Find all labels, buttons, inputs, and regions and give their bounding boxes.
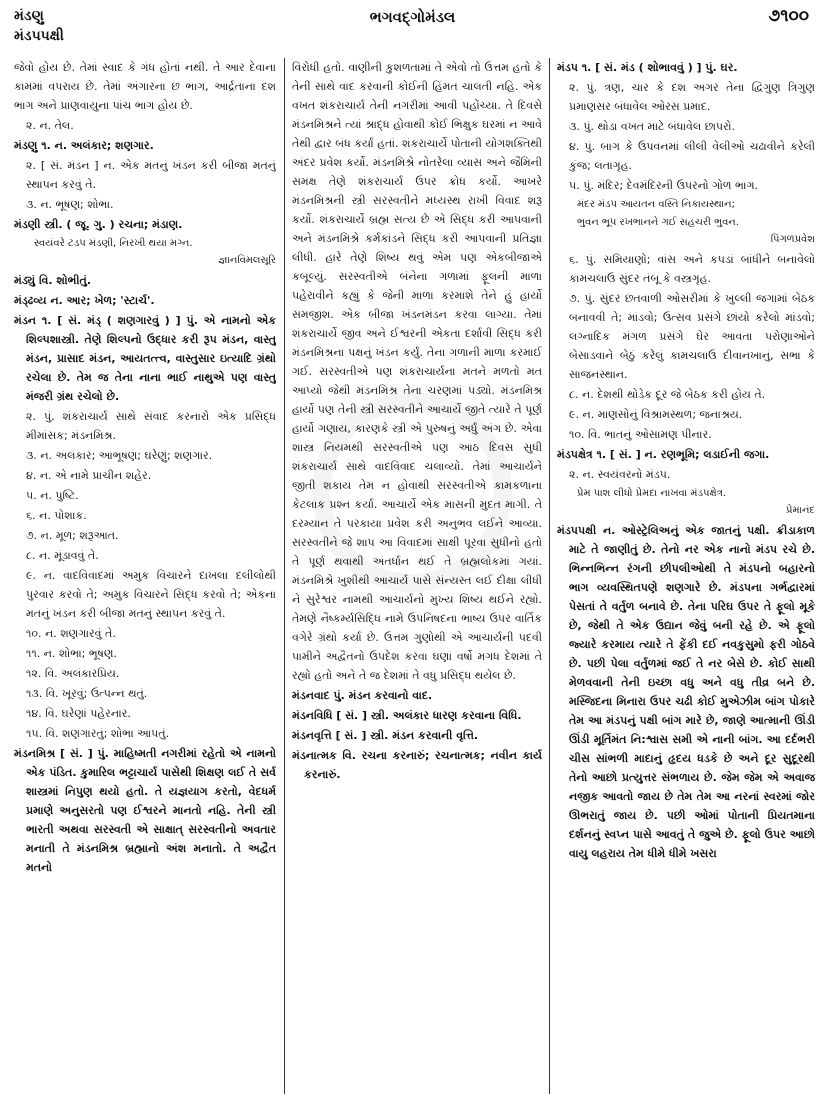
headword-entry: મંડપપક્ષી ન. ઓસ્ટ્રેલિઅનું એક જાતનું પક્ષી. ક્રીડાકાળ માટે તે જાણીતું છે. તેનો નર એક નાનો મંડપ રચે છે. ભિન્નભિન્ન રંગની છીપલીઓથી તે મંડપનો બહારનો ભાગ વ્યવસ્થિતપણે શણગારે છે. મંડપના ગર્ભદ્વારમાં પેસતાં તે વર્તુળ બનાવે છે. તેના પરિઘ ઉપર તે ફૂલો મૂકે છે, જેથી તે એક ઉદ્યાન જેવું બની રહે છે. એ ફૂલો જ્યારે કરમાય ત્યારે તે ફેંકી દઈ નવકુસુમો ફરી ગોઠવે છે. પછી પેલા વર્તુળમાં જઈ તે નર બેસે છે. કોઈ સાથી મેળવવાની તેની ઇચ્છા વધુ અને વધુ તીવ્ર બને છે. મસ્જિદના મિનારા ઉપર ચઢી કોઈ મુએઝીમ બાંગ પોકારે તેમ આ મંડપનું પક્ષી બાંગ મારે છે, જાણે આત્માની ઊંડી ઊંડી મૂર્તિમંત નિ:શ્વાસ સમી એ નાની બાંગ. આ દર્દભરી ચીસ સાંભળી માદાનું હૃદય ધડકે છે અને દૂર સુદૂરથી તેનો આછો પ્રત્યુત્તર સંભળાય છે. જેમ જેમ એ અવાજ નજીક આવતો જાય છે તેમ તેમ આ નરનાં સ્વરમાં જોર ઊભરાતું જાય છે. પછી ઓમાં પોતાની પ્રિયતમાના દર્શનનું સ્વપ્ન પાસે આવતું તે જુએ છે. ફૂલો ઉપર આછો વાયુ લહરાય તેમ ધીમે ધીમે ખસરા: [557, 524, 815, 860]
entry: ૧૪. વિ. ઘરેણાં પહેરનાર.: [26, 707, 131, 720]
entry: ૨. પું. ત્રણ, ચાર કે દશ અગર તેના દ્વિગુણ ત્રિગુણ પ્રમાણસર બંધાવેલ ઓરસ પ્રમાદ.: [569, 81, 815, 113]
column-1: [14, 58, 276, 1096]
entry: ૧૧. ન. શોભા; ભૂષણ.: [26, 647, 117, 660]
entry: ૯. ન. માણસોનું વિશ્રામસ્થળ; જનાશ્રય.: [569, 408, 743, 421]
headword-entry: મંડનવિધિ [ સં. ] સ્ત્રી. અલંકાર ધારણ કરવાના વિધિ.: [292, 709, 522, 722]
entry: ૫. ન. પુષ્ટિ.: [26, 489, 79, 502]
entry: ૩. ન. ભૂષણ; શોભા.: [26, 198, 114, 211]
quotation-source: પિંગળપ્રવેશ: [770, 234, 815, 245]
entry: ૧૦. ન. શણગારવું તે.: [26, 627, 116, 640]
headword-entry: મંડણી સ્ત્રી. ( જૂ. ગુ. ) રચના; મંડાણ.: [14, 218, 183, 231]
headword-entry: મંડપ ૧. [ સં. મંડ ( શોભાવવું ) ] પું. ઘર.: [557, 61, 738, 74]
entry: ૩. ન. અલંકાર; આભૂષણ; ઘરેણું; શણગાર.: [26, 449, 213, 462]
quotation-source: પ્રેમાનંદ: [785, 505, 815, 516]
entry: ૧૩. વિ. ખૂરવું; ઉત્પન્ન થતું.: [26, 687, 148, 700]
headword-entry: મંડનમિશ્ર [ સં. ] પું. માહિષ્મતી નગરીમાં રહેતો એ નામનો એક પંડિત. કુમારિલ ભટ્ટાચાર્ય પાસેથી શિક્ષણ લઈ તે સર્વ શાસ્ત્રમાં નિપુણ થયો હતો. તે યજ્ઞયાગ કરતો, વેદધર્મ પ્રમાણે અનુસરતો પણ ઈશ્વરને માનતો નહિ. તેની સ્ત્રી ભારતી અથવા સરસ્વતી એ સાક્ષાત્ સરસ્વતીનો અવતાર મનાતી તે મંડનમિશ્ર બ્રહ્માનો અંશ મનાતો. તે અદ્વૈત મતનો: [14, 747, 276, 874]
entry: ૨. ન. સ્વયંવરનો મંડપ.: [569, 468, 671, 481]
entry: ૪. પું. બાગ કે ઉપવનમાં લીલી વેલીઓ ચઢાવીને કરેલી કુંજ; લતાગૃહ.: [569, 140, 815, 172]
entry: ૧૦. વિ. ભાતનું ઓસામણ પીનાર.: [569, 428, 712, 441]
headword-entry: મંડપક્ષેત્ર ૧. [ સં. ] ન. રણભૂમિ; લડાઈની જગા.: [557, 448, 770, 461]
column-2: [292, 58, 542, 1096]
entry: ૭. પું. સુંદર છતવાળી ઓસરીમાં કે ખુલ્લી જગામાં બેઠક બનાવવી તે; માંડવો; ઉત્સવ પ્રસંગે છાંયો કરેલો માંડવો; લગ્નાદિક મંગળ પ્રસંગે ઘેર આવતા પરોણાઓને બેસાડવાને બેઠું કરેલું કામચલાઉ દીવાનખાનું, સભા કે સાજનસ્થાન.: [569, 292, 815, 381]
entry: ૭. ન. મૂળ; શરૂઆત.: [26, 529, 119, 542]
entry: વિરોધી હતો. વાણીની કુશળતામાં તે એવો તો ઉત્તમ હતો કે તેની સાથે વાદ કરવાની કોઈની હિંમત ચાલતી નહિ. એક વખત શંકરાચાર્ય તેની નગરીમાં આવી પહોંચ્યા. તે દિવસે મંડનમિશ્રને ત્યાં શ્રાદ્ધ હોવાથી કોઈ ભિક્ષુક ઘરમાં ન આવે તેથી દ્વાર બંધ કર્યાં હતાં. શંકરાચાર્યે પોતાની યોગશક્તિથી અંદર પ્રવેશ કર્યો. મંડનમિશ્રે નોતરેલા વ્યાસ અને જૈમિની સમક્ષ તેણે શંકરાચાર્ય ઉપર ક્રોધ કર્યો. આખરે મંડનમિશ્રની સ્ત્રી સરસ્વતીને મધ્યસ્થ રાખી વિવાદ શરૂ કર્યો. શંકરાચાર્યે બ્રહ્મ સત્ય છે એ સિદ્ધ કરી આપવાની અને મંડનમિશ્રે કર્મકાંડને સિદ્ધ કરી આપવાની પ્રતિજ્ઞા લીધી. હારે તેણે શિષ્ય થવું એમ પણ એકબીજાએ કબૂલ્યું. સરસ્વતીએ બંનેના ગળામાં ફૂલની માળા પહેરાવીને કહ્યું કે જેની માળા કરમાશે તેને હું હાર્યો સમજીશ. એક બીજા ખંડનમંડન કરવા લાગ્યા. તેમાં શંકરાચાર્યે જીવ અને ઈશ્વરની એકતા દર્શાવી સિદ્ધ કરી મંડનમિશ્રના પક્ષનું ખંડન કર્યું. તેના ગળાની માળા કરમાઈ ગઈ. સરસ્વતીએ પણ શંકરાચાર્યના મતને મળતો મત આપ્યો જેથી મંડનમિશ્ર તેના ચરણમાં પડ્યો. મંડનમિશ્ર હાર્યો પણ તેની સ્ત્રી સરસ્વતીને આચાર્યે જીતે ત્યારે તે પૂર્ણ હાર્યો ગણાય, કારણકે સ્ત્રી એ પુરુષનું અર્ધું અંગ છે. એવા શાસ્ત્ર નિયમથી સરસ્વતીએ પણ આઠ દિવસ સુધી શંકરાચાર્ય સાથે વાદવિવાદ ચલાવ્યો. તેમાં આચાર્યને જીતી શકાય તેમ ન હોવાથી સરસ્વતીએ કામકળાના કેટલાક પ્રશ્ન કર્યા. આચાર્યે એક માસની મુદત માગી. તે દરમ્યાન તે પરકાયા પ્રવેશ કરી અનુભવ લઈને આવ્યા. સરસ્વતીને જે શાપ આ વિવાદમાં સાક્ષી પૂરવા સુધીનો હતો તે પૂર્ણ થવાથી અંતર્ધાન થઈ તે બ્રહ્મલોકમાં ગયાં. મંડનમિશ્રે ખુશીથી આચાર્ય પાસે સંન્યસ્ત લઈ દીક્ષા લીધી ને સુરેશ્વર નામથી આચાર્યનો મુખ્ય શિષ્ય થઈને રહ્યો. તેમણે નૈષ્કર્મ્યસિદ્ધિ નામે ઉપનિષદના ભાષ્ય ઉપર વાર્તિક વગેરે ગ્રંથો કર્યા છે. ઉત્તમ ગુણોથી એ આચાર્યની પદવી પામીને અદ્વૈતનો ઉપદેશ કરવા ઘણાં વર્ષો મગધ દેશમાં તે રહ્યો હતો અને તે જ દેશમાં તે વધુ પ્રસિદ્ધ થયેલ છે.: [292, 61, 542, 682]
page-number: ૭૧૦૦: [768, 6, 809, 26]
quotation: મંદર મંડપ આયતન વસ્તિ નિકાયસ્થાન;: [577, 199, 735, 210]
entry: ૧૨. વિ. અલંકારપ્રિય.: [26, 667, 120, 680]
entry: ૩. પું. થોડા વખત માટે બંધાવેલ છાપરો.: [569, 120, 735, 133]
entry: ૬. પું. સમિયાણો; વાંસ અને કપડાં બાંધીને બનાવેલો કામચલાઉ સુંદર તંબૂ કે વસ્ત્રગૃહ.: [569, 253, 815, 285]
quotation: સ્વયંવરે ટડપ મંડણી, નિરખી થયા મગ્ન.: [34, 238, 193, 249]
column-divider: [549, 58, 550, 1094]
entry: ૮. ન. દેશથી થોડેક દૂર જે બેઠક કરી હોય તે.: [569, 388, 766, 401]
quotation-source: જ્ઞાનવિમલસૂરિ: [218, 255, 276, 266]
page-header: [0, 0, 825, 52]
entry: ૬. ન. પોશાક.: [26, 509, 87, 522]
entry: ૫. પું. મંદિર; દેવમંદિરની ઉપરનો ગોળ ભાગ.: [569, 179, 759, 192]
headword-entry: મંડ્યું વિ. શોભીતું.: [14, 274, 92, 287]
entry: ૨. ન. તેલ.: [26, 119, 74, 132]
quotation: પ્રેમ પાશ લીધો પ્રેમદા નાખવા મંડપક્ષેત્ર.: [577, 488, 727, 499]
headword-entry: મંડણુ ૧. ન. અલંકાર; શણગાર.: [14, 139, 154, 152]
entry: જેવો હોય છે. તેમાં સ્વાદ કે ગંધ હોતાં નથી. તે આર દેવાના કામમાં વપરાય છે. તેમાં અંગારના છ ભાગ, આર્દ્રતાના દશ ભાગ અને પ્રાણવાયુના પાંચ ભાગ હોય છે.: [14, 61, 276, 112]
entry: ૨. પું. શંકરાચાર્ય સાથે સંવાદ કરનારો એક પ્રસિદ્ધ મીમાંસક; મંડનમિશ્ર.: [26, 410, 276, 442]
entry: ૯. ન. વાદવિવાદમાં અમુક વિચારને દાખલા દલીલોથી પુરવાર કરવો તે; અમુક વિચારને સિદ્ધ કરવો તે; એકના મતનું ખંડન કરી બીજા મતનું સ્થાપન કરવું તે.: [26, 569, 276, 620]
column-3: [557, 58, 815, 1096]
headword-entry: મંડન ૧. [ સં. મંડ્ ( શણગારવું ) ] પું. એ નામનો એક શિલ્પશાસ્ત્રી. તેણે શિલ્પનો ઉદ્ધાર કરી રૂપ મંડન, વાસ્તુ મંડન, પ્રાસાદ મંડન, આયતત્ત્વ, વાસ્તુસાર ઇત્યાદિ ગ્રંથો રચેલા છે. તેમ જ તેના નાના ભાઈ નાથુએ પણ વાસ્તુ મંજરી ગ્રંથ રચેલો છે.: [14, 314, 276, 403]
entry: ૮. ન. મૂંડાવવું તે.: [26, 549, 99, 562]
headword-entry: મંડનવાદ પું. મંડન કરવાનો વાદ.: [292, 689, 433, 702]
header-first-word: મંડણુ: [14, 8, 44, 24]
page-title: ભગવદ્ગોમંડલ: [369, 8, 456, 26]
header-last-word: મંડપપક્ષી: [14, 28, 64, 44]
entry: ૪. ન. એ નામે પ્રાચીન શહેર.: [26, 469, 152, 482]
entry: ૨. [ સં. મંડન ] ન. એક મતનું ખંડન કરી બીજા મતનું સ્થાપન કરવું તે.: [26, 159, 276, 191]
headword-entry: મંડ્ઢવ્ય ન. આર; ખેળ; 'સ્ટાર્ચ'.: [14, 294, 155, 307]
headword-entry: મંડનાત્મક વિ. રચના કરનારું; રચનાત્મક; નવીન કાર્ય કરનારું.: [292, 749, 542, 781]
column-divider: [284, 58, 285, 1094]
quotation: ભુવન ભૂપ રખભાનને ગઈ સહચરી ભુવન.: [577, 217, 739, 228]
headword-entry: મંડનવૃત્તિ [ સં. ] સ્ત્રી. મંડન કરવાની વૃત્તિ.: [292, 729, 479, 742]
entry: ૧૫. વિ. શણગારતું; શોભા આપતું.: [26, 727, 170, 740]
